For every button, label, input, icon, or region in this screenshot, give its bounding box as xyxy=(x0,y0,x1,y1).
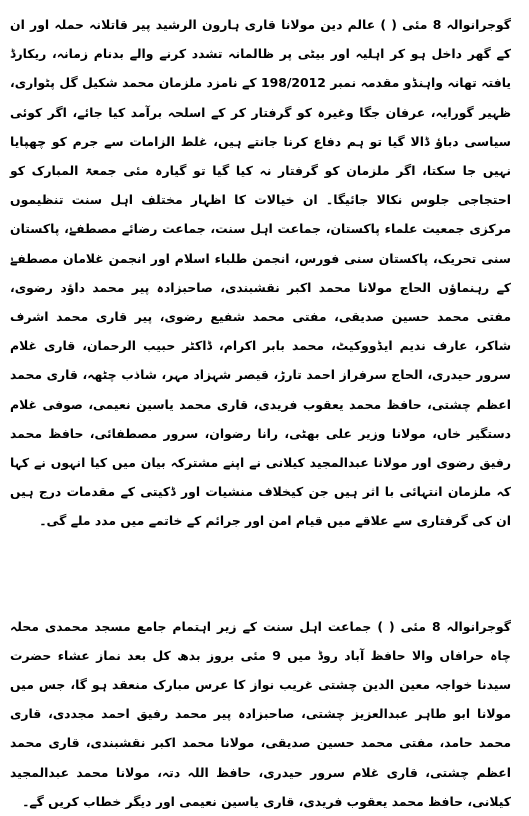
news-story-arrests-demand: گوجرانوالہ 8 مئی ( ) عالم دین مولانا قاری ہارون الرشید پیر قاتلانہ حملہ اور ان کے گھر داخل ہو کر اہلیہ اور بیٹی پر ظالمانہ تشدد کرنے والے بدنام زمانہ، ریکارڈ یافتہ تھانہ واہنڈو مقدمہ نمبر 198/2012 کے نامزد ملزمان محمد شکیل گل پٹواری، ظہیر گورایہ، عرفان جگا وغیرہ کو گرفتار کر کے اسلحہ برآمد کیا جائے، اگر کوئی سیاسی دباؤ ڈالا گیا تو ہم دفاع کرنا جانتے ہیں، غلط الزامات سے جرم کو چھپایا نہیں جا سکتا، اگر ملزمان کو گرفتار نہ کیا گیا تو گیارہ مئی جمعۃ المبارک کو احتجاجی جلوس نکالا جائیگا۔ ان خیالات کا اظہار مختلف اہل سنت تنظیموں مرکزی جمعیت علماء پاکستان، جماعت اہل سنت، جماعت رضائے مصطفےٰ، پاکستان سنی تحریک، پاکستان سنی فورس، انجمن طلباء اسلام اور انجمن غلامان مصطفےٰ کے رہنماؤں الحاج مولانا محمد اکبر نقشبندی، صاحبزادہ پیر محمد داؤد رضوی، مفتی محمد حسین صدیقی، مفتی محمد شفیع رضوی، پیر قاری محمد اشرف شاکر، عارف ندیم ایڈووکیٹ، محمد بابر اکرام، ڈاکٹر حبیب الرحمان، قاری غلام سرور حیدری، الحاج سرفراز احمد تارڑ، قیصر شہزاد مہر، شاذب چٹھہ، قاری محمد اعظم چشتی، حافظ محمد یعقوب فریدی، قاری محمد یاسین نعیمی، صوفی غلام دستگیر خاں، مولانا وزیر علی بھٹی، رانا رضوان، سرور مصطفائی، حافظ محمد رفیق رضوی اور مولانا عبدالمجید کیلانی نے اپنے مشترکہ بیان میں کیا انہوں نے کہا کہ ملزمان انتہائی با اثر ہیں جن کیخلاف منشیات اور ڈکیتی کے مقدمات درج ہیں ان کی گرفتاری سے علاقے میں قیام امن اور جرائم کے خاتمے میں مدد ملے گی۔ xyxy=(10,17,511,529)
news-story-urs-announcement: گوجرانوالہ 8 مئی ( ) جماعت اہل سنت کے زیر اہتمام جامع مسجد محمدی محلہ چاہ حرافاں والا حافظ آباد روڈ میں 9 مئی بروز بدھ کل بعد نماز عشاء حضرت سیدنا خواجہ معین الدین چشتی غریب نواز کا عرس مبارک منعقد ہو گا، جس میں مولانا ابو طاہر عبدالعزیز چشتی، صاحبزادہ پیر محمد رفیق احمد مجددی، قاری محمد حامد، مفتی محمد حسین صدیقی، مولانا محمد اکبر نقشبندی، قاری محمد اعظم چشتی، قاری غلام سرور حیدری، حافظ اللہ دتہ، مولانا محمد عبدالمجید کیلانی، حافظ محمد یعقوب فریدی، قاری یاسین نعیمی اور دیگر خطاب کریں گے۔ xyxy=(10,618,511,809)
